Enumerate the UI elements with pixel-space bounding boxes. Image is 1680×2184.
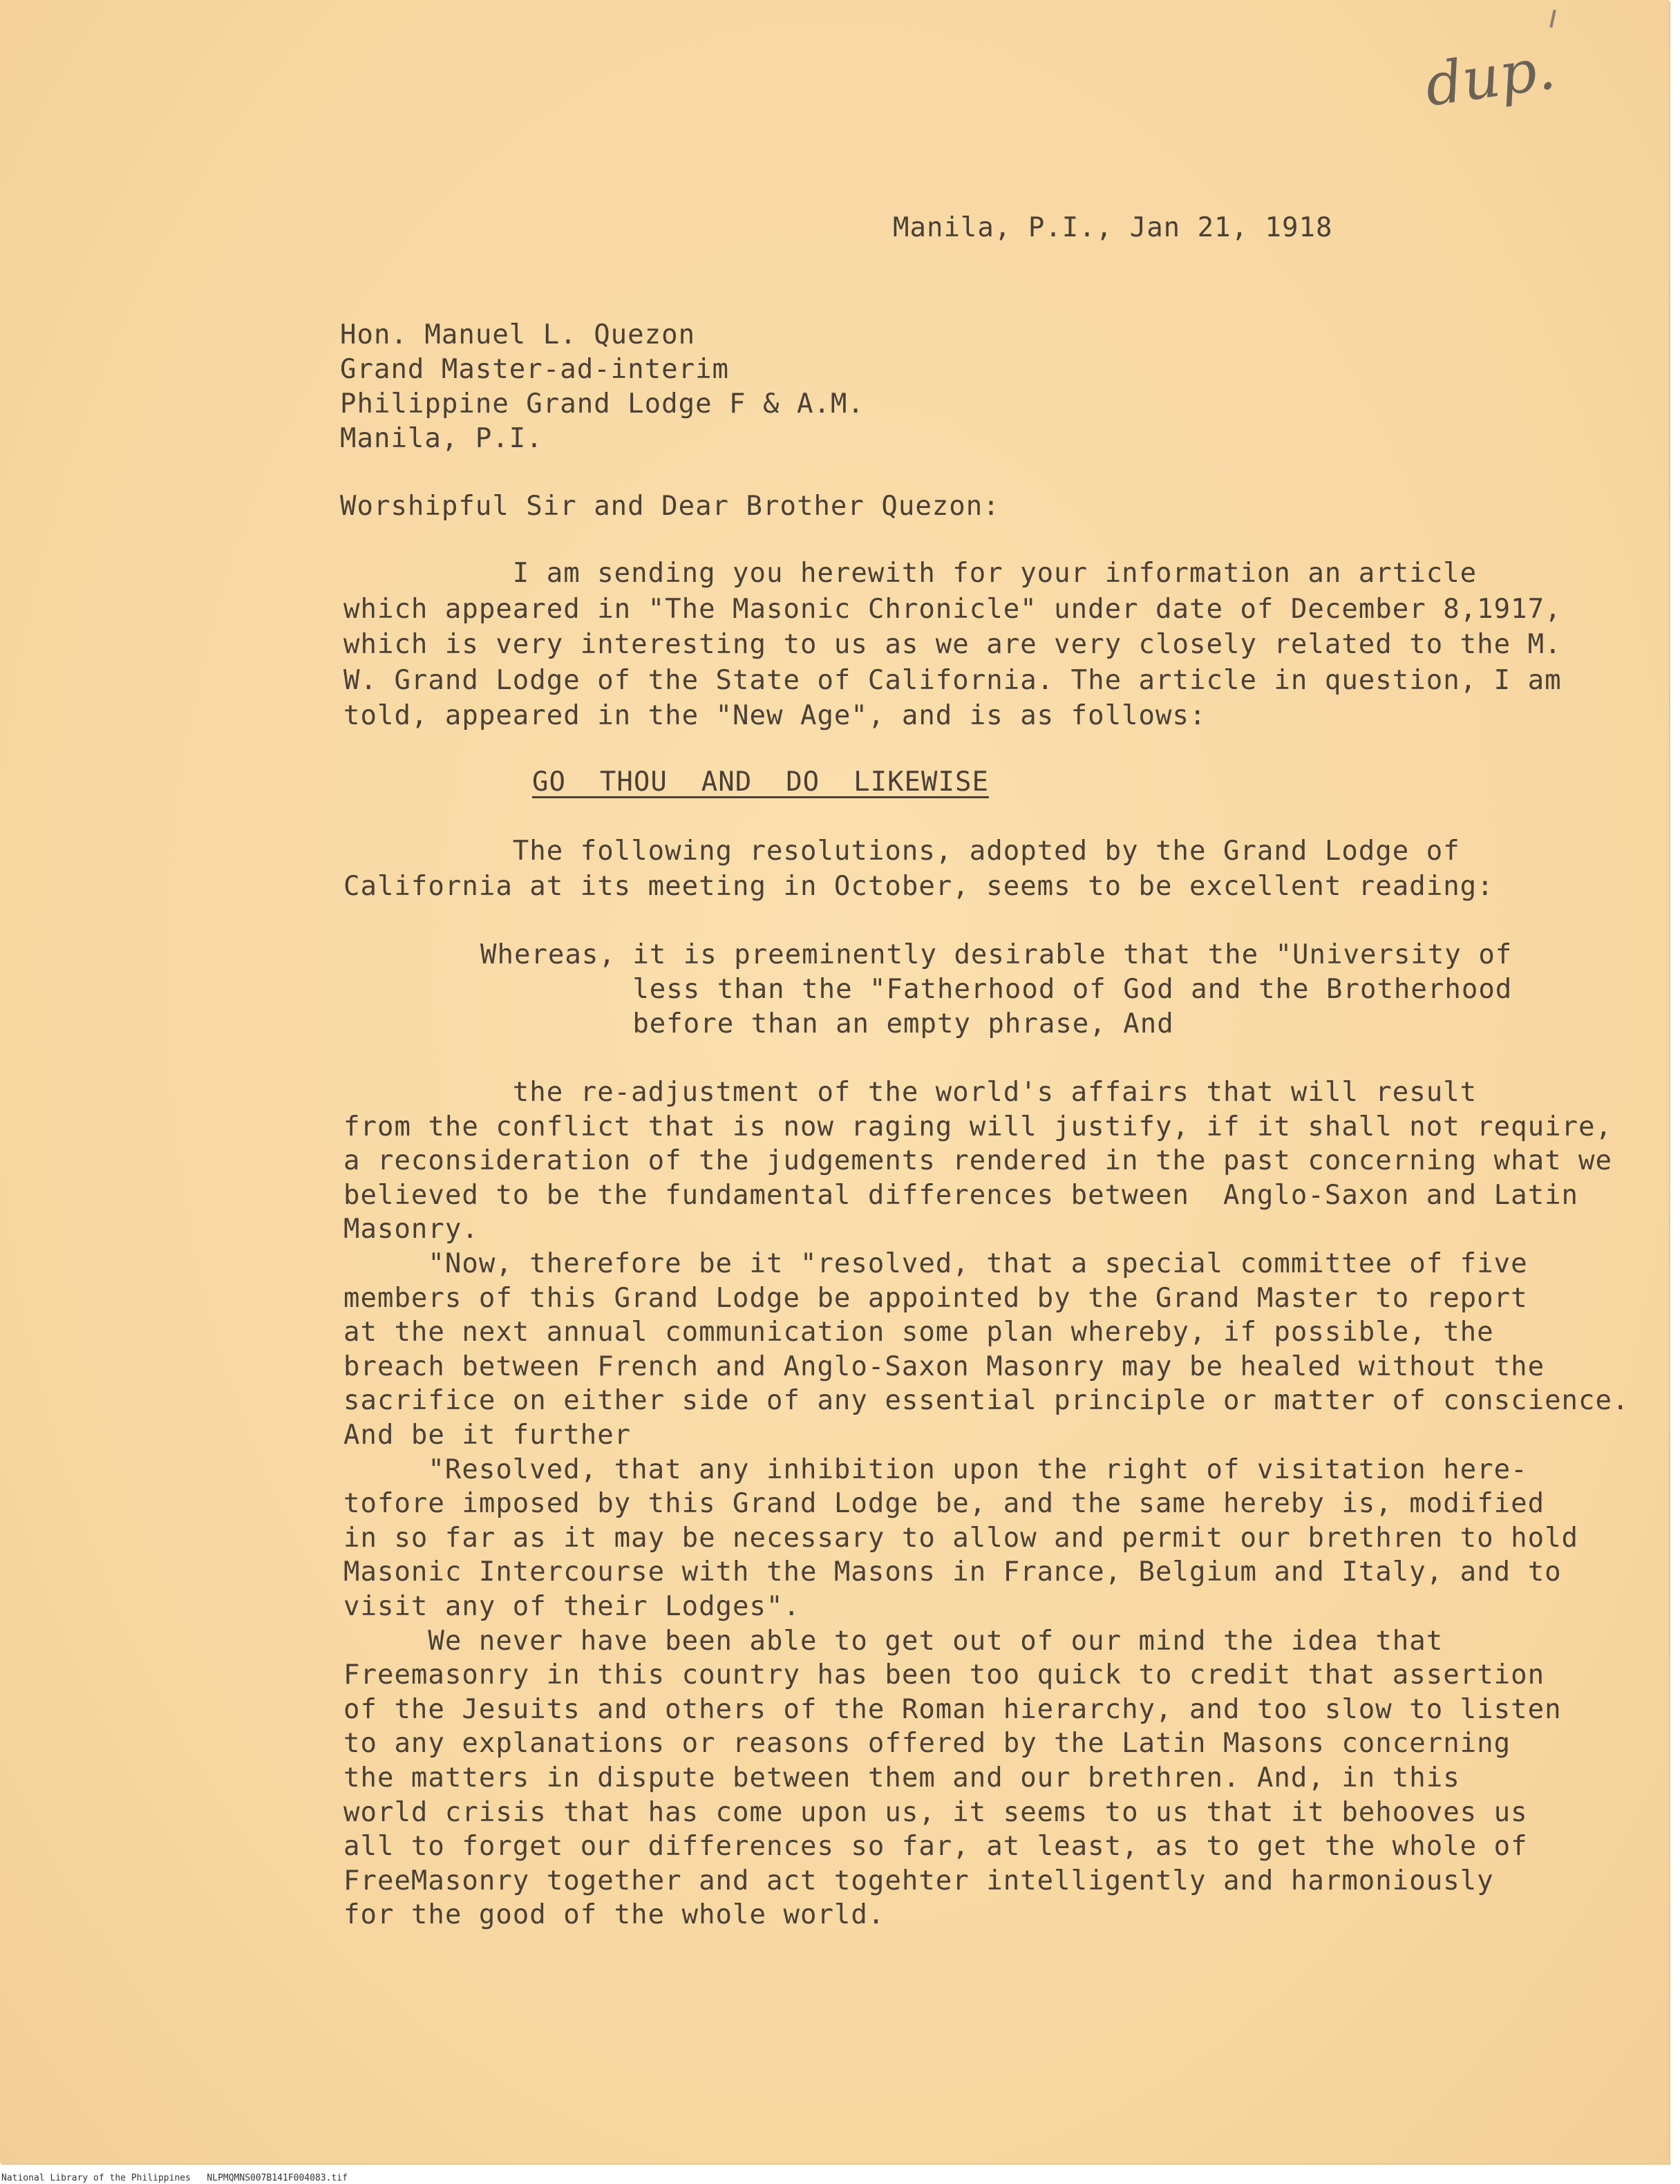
intro-line: told, appeared in the "New Age", and is as follows: xyxy=(343,700,1207,731)
body-line: world crisis that has come upon us, it seems to us that it behooves us xyxy=(343,1796,1528,1828)
address-line: Hon. Manuel L. Quezon xyxy=(340,319,696,350)
handwritten-annotation: dup. xyxy=(1421,34,1560,120)
body-line: to any explanations or reasons offered by the Latin Masons concerning xyxy=(343,1728,1511,1760)
body-line: from the conflict that is now raging will justify, if it shall not require, xyxy=(343,1111,1612,1142)
salutation: Worshipful Sir and Dear Brother Quezon: xyxy=(340,491,1000,522)
address-line: Philippine Grand Lodge F & A.M. xyxy=(340,388,865,420)
body-line: visit any of their Lodges". xyxy=(343,1591,800,1622)
address-line: Grand Master-ad-interim xyxy=(340,354,730,385)
body-line: "Now, therefore be it "resolved, that a special committee of five xyxy=(343,1248,1528,1279)
body-line: a reconsideration of the judgements rendered in the past concerning what we xyxy=(343,1145,1612,1177)
body-line: of the Jesuits and others of the Roman hierarchy, and too slow to listen xyxy=(343,1693,1562,1725)
whereas-line: before than an empty phrase, And xyxy=(480,1008,1174,1039)
body-line: Masonry. xyxy=(343,1214,479,1245)
body-line: in so far as it may be necessary to allow and permit our brethren to hold xyxy=(343,1522,1579,1554)
body-line: believed to be the fundamental differences between Anglo-Saxon and Latin xyxy=(343,1179,1579,1211)
intro-line: W. Grand Lodge of the State of California. The article in question, I am xyxy=(343,664,1562,696)
date-line: Manila, P.I., Jan 21, 1918 xyxy=(893,212,1333,243)
body-line: members of this Grand Lodge be appointed by the Grand Master to report xyxy=(343,1282,1528,1314)
body-line: We never have been able to get out of our mind the idea that xyxy=(343,1625,1444,1657)
body-line: Masonic Intercourse with the Masons in France, Belgium and Italy, and to xyxy=(343,1556,1562,1588)
body-line: all to forget our differences so far, at least, as to get the whole of xyxy=(343,1831,1528,1863)
body-line: at the next annual communication some plan whereby, if possible, the xyxy=(343,1317,1494,1348)
body-line: Freemasonry in this country has been too quick to credit that assertion xyxy=(343,1659,1545,1691)
body-line: breach between French and Anglo-Saxon Masonry may be healed without the xyxy=(343,1350,1545,1382)
address-line: Manila, P.I. xyxy=(340,423,543,454)
intro-line: I am sending you herewith for your information an article xyxy=(343,558,1478,589)
archive-footer: National Library of the Philippines NLPMQMNS007B141F004083.tif xyxy=(1,2173,348,2183)
body-line: sacrifice on either side of any essential principle or matter of conscience. xyxy=(343,1385,1630,1417)
body-line: And be it further xyxy=(343,1420,632,1451)
body-line: the matters in dispute between them and our brethren. And, in this xyxy=(343,1762,1460,1794)
body-line: the re-adjustment of the world's affairs that will result xyxy=(343,1077,1478,1108)
body-line: tofore imposed by this Grand Lodge be, and the same hereby is, modified xyxy=(343,1488,1545,1520)
intro-line: which is very interesting to us as we are very closely related to the M. xyxy=(343,629,1562,660)
body-line: "Resolved, that any inhibition upon the right of visitation here- xyxy=(343,1453,1528,1485)
article-heading: GO THOU AND DO LIKEWISE xyxy=(532,766,989,798)
intro-line: which appeared in "The Masonic Chronicle" under date of December 8,1917, xyxy=(343,593,1562,625)
resolution-intro-line: California at its meeting in October, seems to be excellent reading: xyxy=(343,871,1494,902)
body-line: FreeMasonry together and act togehter intelligently and harmoniously xyxy=(343,1865,1494,1896)
whereas-line: Whereas, it is preeminently desirable that the "University of xyxy=(480,939,1513,970)
whereas-line: less than the "Fatherhood of God and the Brotherhood xyxy=(480,974,1513,1005)
resolution-intro-line: The following resolutions, adopted by the Grand Lodge of xyxy=(343,836,1460,867)
body-line: for the good of the whole world. xyxy=(343,1899,885,1931)
